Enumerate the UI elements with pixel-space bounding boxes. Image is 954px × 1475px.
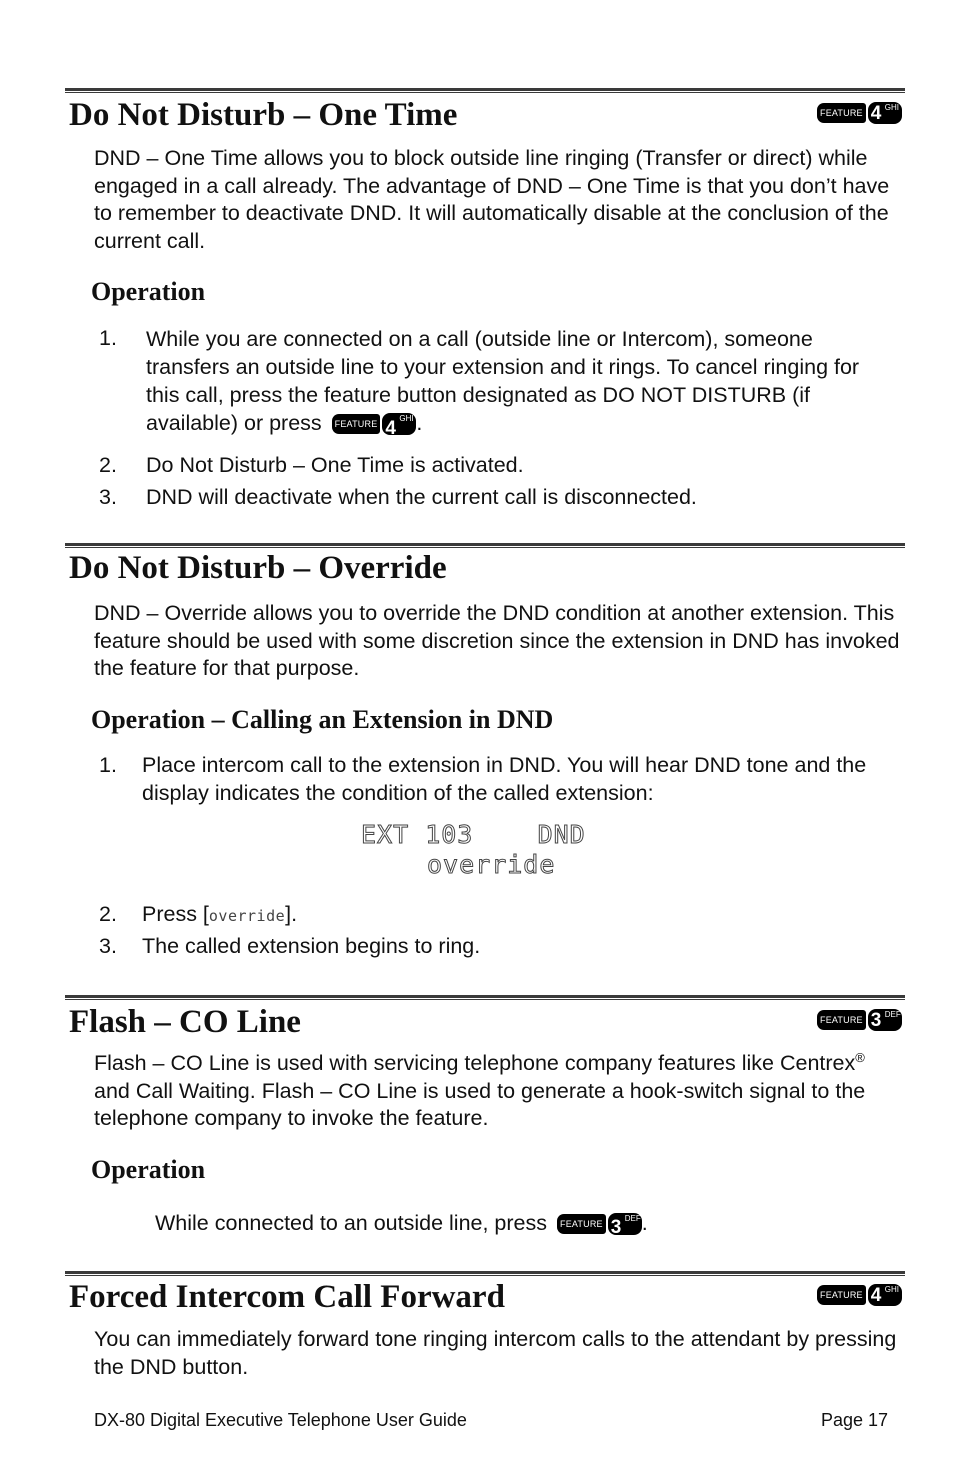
- step-number: 3.: [99, 485, 117, 509]
- digit-key-icon: 4 GHI: [868, 102, 902, 124]
- digit-key-icon: 3 DEF: [608, 1213, 642, 1235]
- section-rule: [65, 1271, 905, 1274]
- feature-key-icon: [332, 413, 417, 440]
- feature-key-icon: [817, 102, 902, 124]
- section-title-flash-co-line: Flash – CO Line: [69, 1004, 301, 1040]
- section-intro: DND – Override allows you to override the DND condition at another extension. This feature should be used with some discretion since the extension in DND has invoked the feature for that purpose.: [94, 601, 900, 680]
- section-rule: [65, 88, 905, 91]
- section-intro: Flash – CO Line is used with servicing telephone company features like Centrex® and Call Waiting. Flash – CO Line is used to generate a hook-switch signal to the telephone company to invoke the feature.: [94, 1049, 866, 1130]
- feature-key-label: FEATURE: [817, 103, 866, 123]
- feature-key-icon: [557, 1213, 642, 1239]
- digit-key-icon: 3 DEF: [868, 1009, 902, 1031]
- feature-key-label: FEATURE: [557, 1214, 606, 1234]
- feature-key-label: FEATURE: [817, 1285, 866, 1305]
- feature-key-icon: [817, 1284, 902, 1306]
- feature-key-icon: [817, 1009, 902, 1031]
- digit-key-icon: 4 GHI: [868, 1284, 902, 1306]
- section-intro: DND – One Time allows you to block outside line ringing (Transfer or direct) while engaged in a call already. The advantage of DND – One Time is that you don’t have to remember to deactivate DND. It will automatically disable at the conclusion of the current call.: [94, 146, 890, 253]
- section-intro: You can immediately forward tone ringing intercom calls to the attendant by pressing the DND button.: [94, 1327, 897, 1379]
- step-text: DND will deactivate when the current call is disconnected.: [146, 485, 697, 509]
- step-number: 1.: [99, 753, 117, 777]
- feature-key-label: FEATURE: [332, 414, 381, 434]
- section-title-forced-intercom: Forced Intercom Call Forward: [69, 1279, 505, 1315]
- section-title-dnd-override: Do Not Disturb – Override: [69, 550, 447, 586]
- digit-key-icon: 4 GHI: [382, 413, 416, 435]
- footer-page-number: Page 17: [821, 1410, 889, 1430]
- lcd-display-line-1: EXT 103 DND: [361, 820, 586, 849]
- step-text: The called extension begins to ring.: [142, 934, 481, 958]
- section-title-dnd-one-time: Do Not Disturb – One Time: [69, 97, 458, 133]
- feature-key-label: FEATURE: [817, 1010, 866, 1030]
- section-rule: [65, 543, 905, 546]
- override-softkey: override: [208, 907, 286, 925]
- step-number: 3.: [99, 934, 117, 958]
- operation-heading: Operation: [91, 277, 206, 306]
- step-number: 2.: [99, 453, 117, 477]
- step-text: Place intercom call to the extension in DND. You will hear DND tone and the display indicates the condition of the called extension:: [142, 753, 867, 805]
- registered-mark: ®: [855, 1049, 865, 1065]
- operation-instruction: While connected to an outside line, press FEATURE 3 DEF .: [155, 1211, 648, 1239]
- lcd-display-line-2: override: [427, 850, 556, 879]
- operation-heading: Operation: [91, 1155, 206, 1184]
- step-text: Press [override].: [142, 902, 298, 926]
- footer-guide-title: DX-80 Digital Executive Telephone User Guide: [94, 1410, 467, 1430]
- step-number: 2.: [99, 902, 117, 926]
- operation-heading: Operation – Calling an Extension in DND: [91, 705, 554, 734]
- step-text: Do Not Disturb – One Time is activated.: [146, 453, 524, 477]
- step-text: While you are connected on a call (outside line or Intercom), someone transfers an outside line to your extension and it rings. To cancel ringing for this call, press the feature button designated as DO NOT DISTURB (if available) or press FEATURE 4 GHI .: [146, 327, 860, 440]
- step-number: 1.: [99, 326, 117, 350]
- section-rule: [65, 995, 905, 998]
